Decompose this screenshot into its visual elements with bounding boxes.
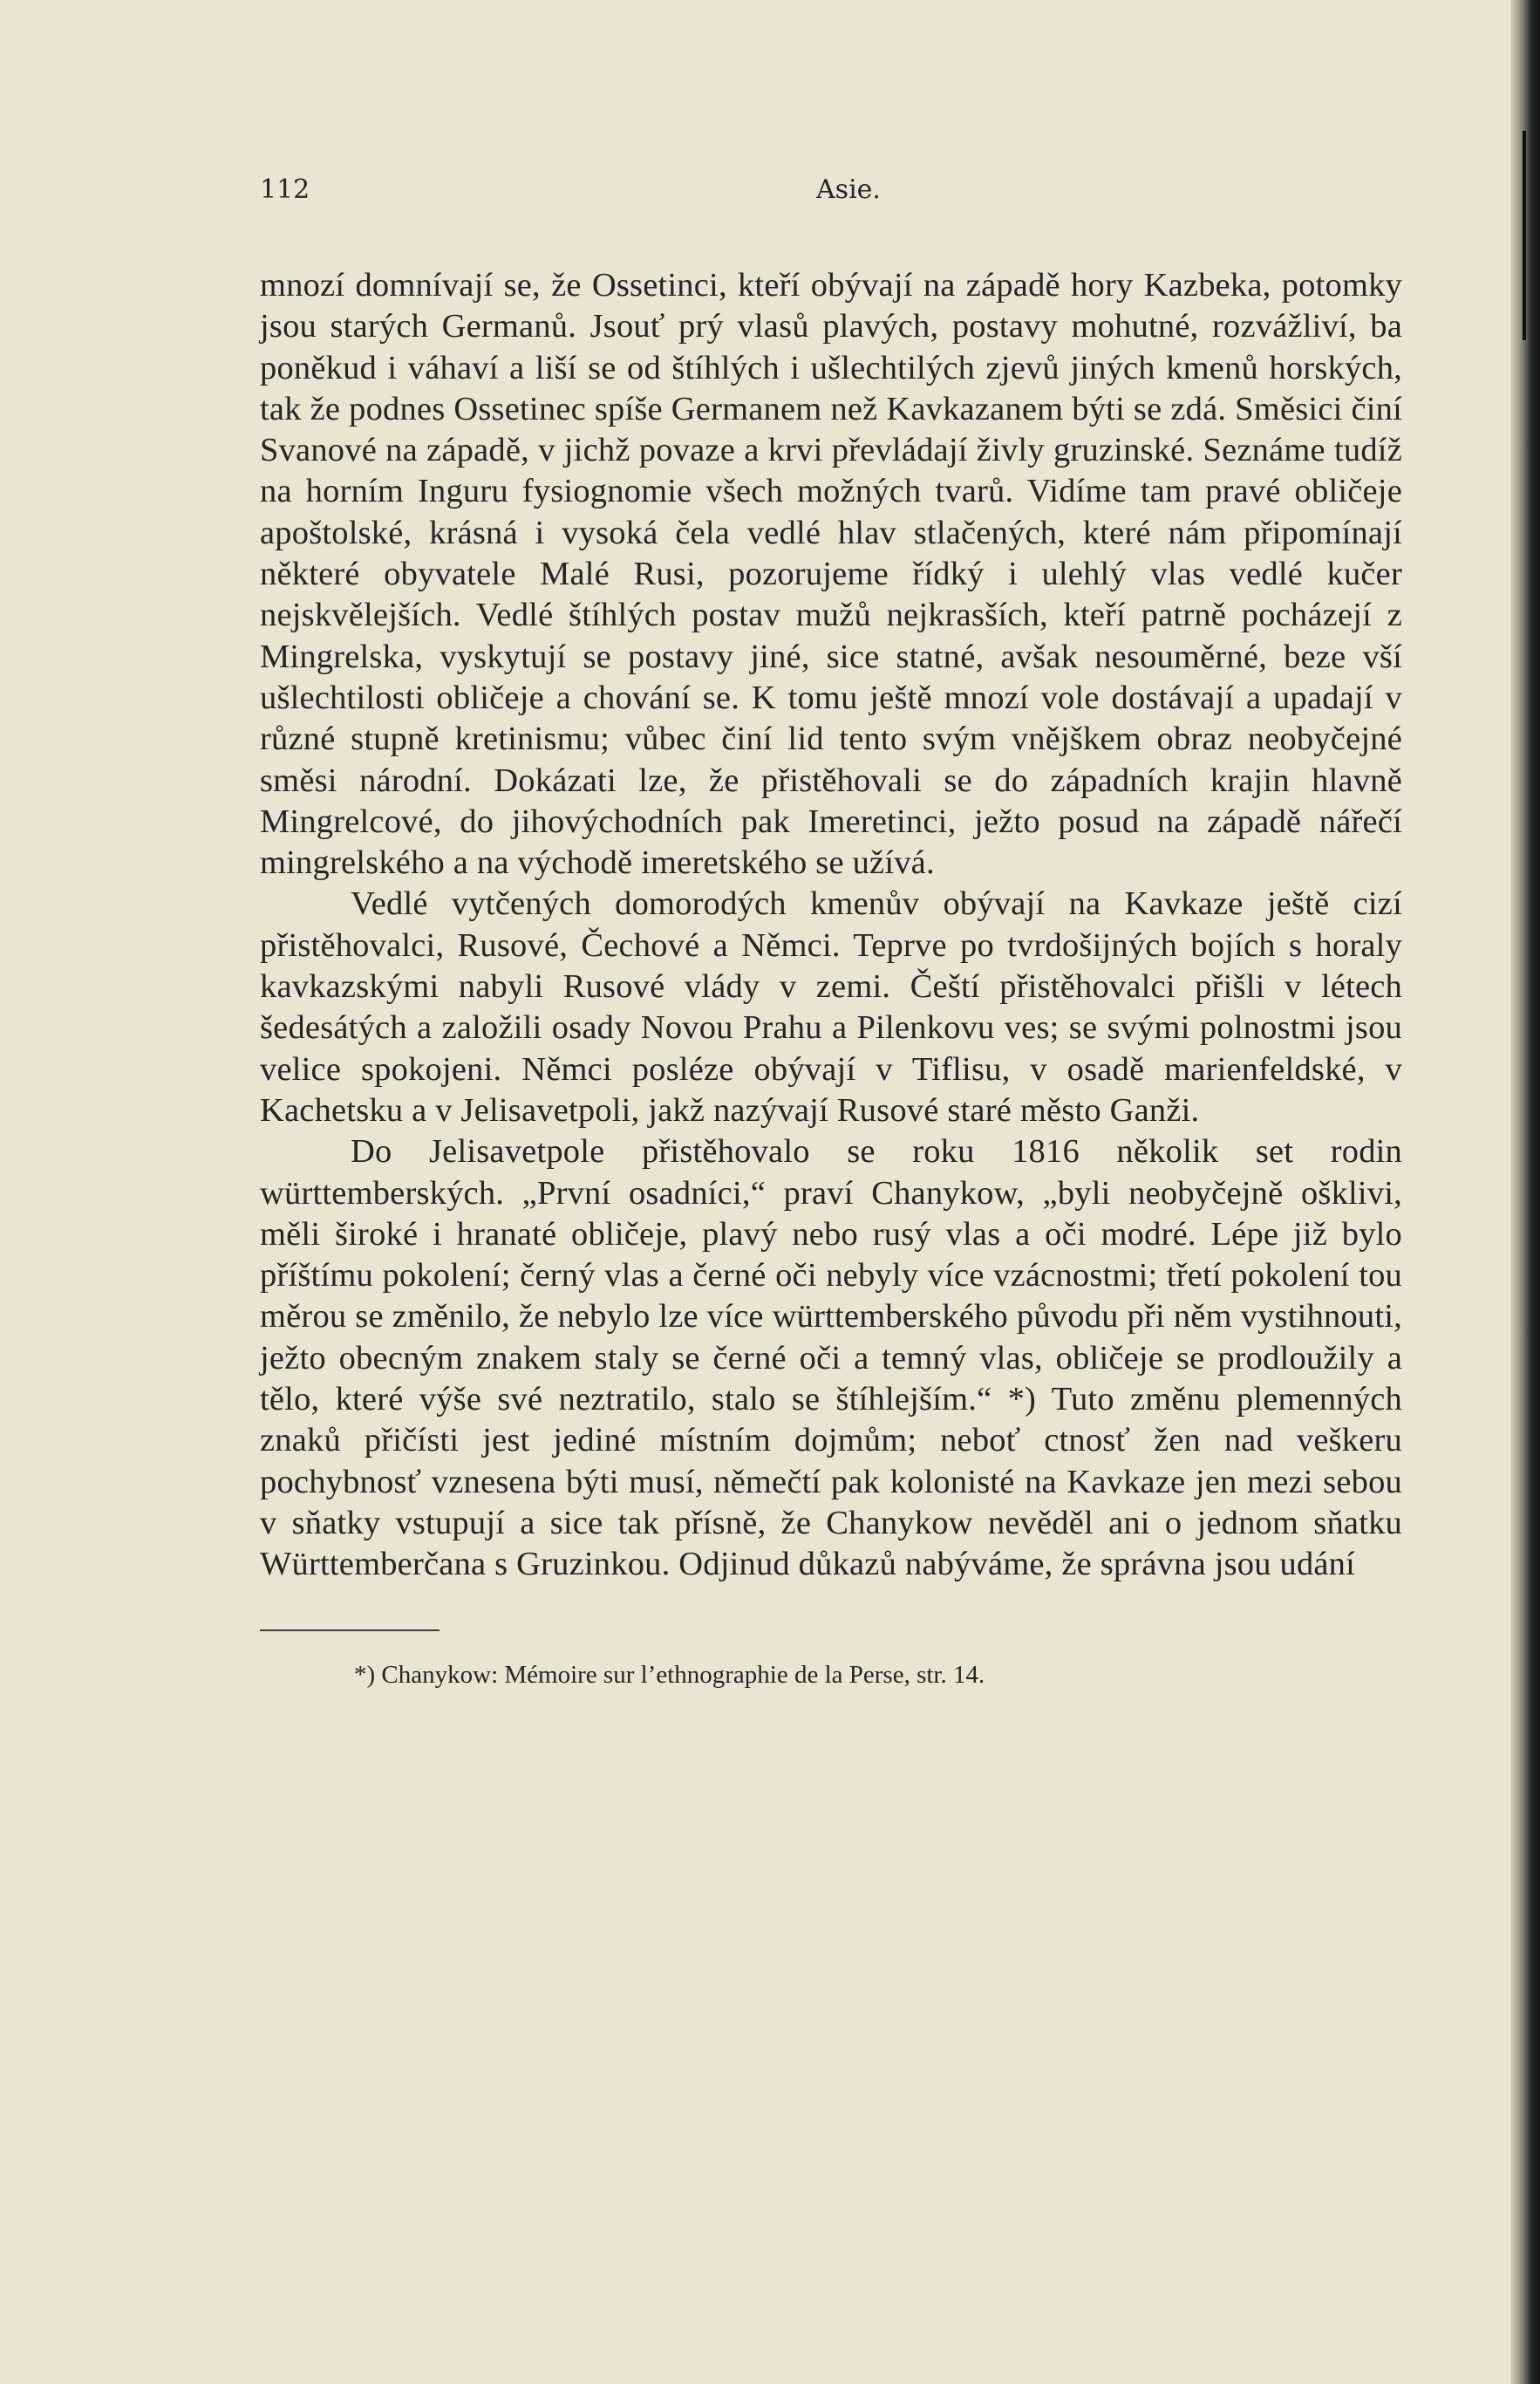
footnote-rule bbox=[260, 1629, 440, 1631]
spine-mark bbox=[1523, 131, 1526, 340]
page-number: 112 bbox=[260, 174, 310, 205]
footnote: *) Chanykow: Mémoire sur l’ethnographie de la Perse, str. 14. bbox=[354, 1660, 985, 1689]
paragraph-1: mnozí domnívají se, že Ossetinci, kteří obývají na západě hory Kazbeka, potomky jsou starých Germanů. Jsouť prý vlasů plavých, postavy mohutné, rozvážliví, ba poněkud i váhaví a liší se od štíhlých i ušlechtilých zjevů jiných kmenů horských, tak že podnes Ossetinec spíše Germanem než Kavkazanem býti se zdá. Směsici činí Svanové na západě, v jichž povaze a krvi převládají živly gruzinské. Seznáme tudíž na horním Inguru fysiognomie všech možných tvarů. Vidíme tam pravé obličeje apoštolské, krásná i vysoká čela vedlé hlav stlačených, které nám připomínají některé obyvatele Malé Rusi, pozorujeme řídký i ulehlý vlas vedlé kučer nejskvělejších. Vedlé štíhlých postav mužů nejkrasších, kteří patrně pocházejí z Mingrelska, vyskytují se postavy jiné, sice statné, avšak nesouměrné, beze vší ušlechtilosti obličeje a chování se. K tomu ještě mnozí vole dostávají a upadají v různé stupně kretinismu; vůbec činí lid tento svým vnějškem obraz neobyčejné směsi národní. Dokázati lze, že přistěhovali se do západních krajin hlavně Mingrelcové, do jihovýchodních pak Imeretinci, ježto posud na západě nářečí mingrelského a na východě imeretského se užívá. bbox=[260, 267, 1402, 882]
paragraph-2: Vedlé vytčených domorodých kmenův obývají na Kavkaze ještě cizí přistěhovalci, Rusové, Čechové a Němci. Teprve po tvrdošijných bojích s horaly kavkazskými nabyli Rusové vlády v zemi. Čeští přistěhovalci přišli v létech šedesátých a založili osady Novou Prahu a Pilenkovu ves; se svými polnostmi jsou velice spokojeni. Němci posléze obývají v Tiflisu, v osadě marienfeldské, v Kachetsku a v Jelisavetpoli, jakž nazývají Rusové staré město Ganži. bbox=[260, 885, 1402, 1129]
book-spine-edge bbox=[1510, 0, 1540, 2384]
paragraph-3: Do Jelisavetpole přistěhovalo se roku 1816 několik set rodin württemberských. „První osadníci,“ praví Chanykow, „byli neobyčejně ošklivi, měli široké i hranaté obličeje, plavý nebo rusý vlas a oči modré. Lépe již bylo příštímu pokolení; černý vlas a černé oči nebyly více vzácnostmi; třetí pokolení tou měrou se změnilo, že nebylo lze více württemberského původu při něm vystihnouti, ježto obecným znakem staly se černé oči a temný vlas, obličeje se prodloužily a tělo, které výše své neztratilo, stalo se štíhlejším.“ *) Tuto změnu plemenných znaků přičísti jest jediné místním dojmům; neboť ctnosť žen nad veškeru pochybnosť vznesena býti musí, němečtí pak kolonisté na Kavkaze jen mezi sebou v sňatky vstupují a sice tak přísně, že Chanykow nevěděl ani o jednom sňatku Württemberčana s Gruzinkou. Odjinud důkazů nabýváme, že správna jsou udání bbox=[260, 1133, 1402, 1583]
page-content bbox=[260, 174, 1402, 1691]
running-title: Asie. bbox=[816, 174, 881, 205]
running-head bbox=[260, 174, 1402, 216]
body-text bbox=[260, 265, 1402, 1586]
